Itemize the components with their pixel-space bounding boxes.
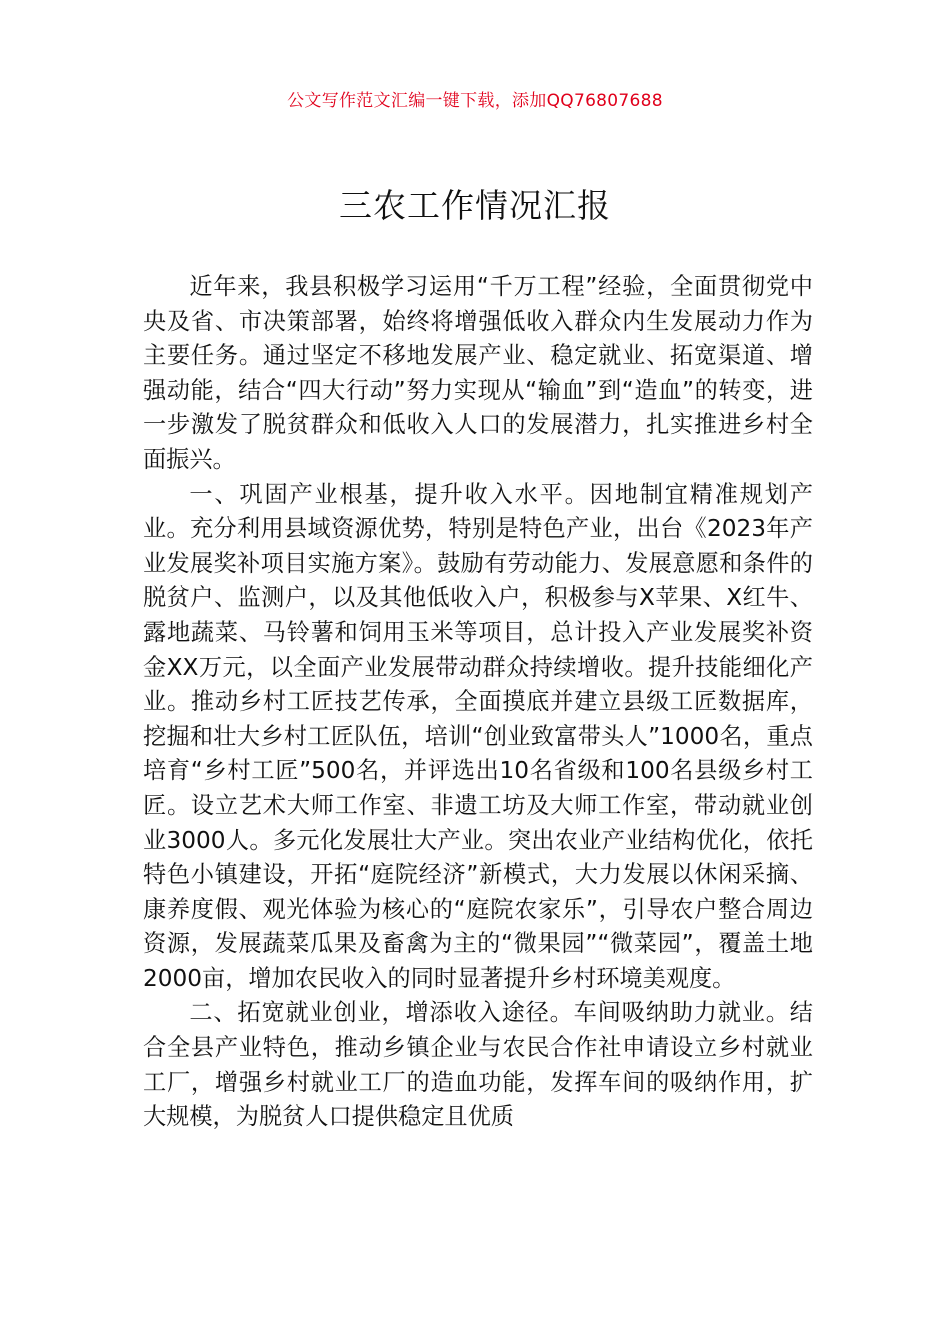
page-title: 三农工作情况汇报 [339, 186, 611, 225]
paragraph-section-2: 二、拓宽就业创业，增添收入途径。车间吸纳助力就业。结合全县产业特色，推动乡镇企业与农民合作社申请设立乡村就业工厂，增强乡村就业工厂的造血功能，发挥车间的吸纳作用，扩大规模，为脱贫人口提供稳定且优质 [143, 999, 813, 1131]
download-note: 公文写作范文汇编一键下载，添加QQ76807688 [287, 91, 663, 111]
document-body [143, 270, 813, 1135]
paragraph-section-1: 一、巩固产业根基，提升收入水平。因地制宜精准规划产业。充分利用县域资源优势，特别是特色产业，出台《2023年产业发展奖补项目实施方案》。鼓励有劳动能力、发展意愿和条件的脱贫户、监测户，以及其他低收入户，积极参与X苹果、X红牛、露地蔬菜、马铃薯和饲用玉米等项目，总计投入产业发展奖补资金XX万元，以全面产业发展带动群众持续增收。提升技能细化产业。推动乡村工匠技艺传承，全面摸底并建立县级工匠数据库，挖掘和壮大乡村工匠队伍，培训“创业致富带头人”1000名，重点培育“乡村工匠”500名，并评选出10名省级和100名县级乡村工匠。设立艺术大师工作室、非遗工坊及大师工作室，带动就业创业3000人。多元化发展壮大产业。突出农业产业结构优化，依托特色小镇建设，开拓“庭院经济”新模式，大力发展以休闲采摘、康养度假、观光体验为核心的“庭院农家乐”，引导农户整合周边资源，发展蔬菜瓜果及畜禽为主的“微果园”“微菜园”，覆盖土地2000亩，增加农民收入的同时显著提升乡村环境美观度。 [143, 480, 813, 992]
paragraph-intro: 近年来，我县积极学习运用“千万工程”经验，全面贯彻党中央及省、市决策部署，始终将增强低收入群众内生发展动力作为主要任务。通过坚定不移地发展产业、稳定就业、拓宽渠道、增强动能，结合“四大行动”努力实现从“输血”到“造血”的转变，进一步激发了脱贫群众和低收入人口的发展潜力，扎实推进乡村全面振兴。 [143, 273, 813, 473]
